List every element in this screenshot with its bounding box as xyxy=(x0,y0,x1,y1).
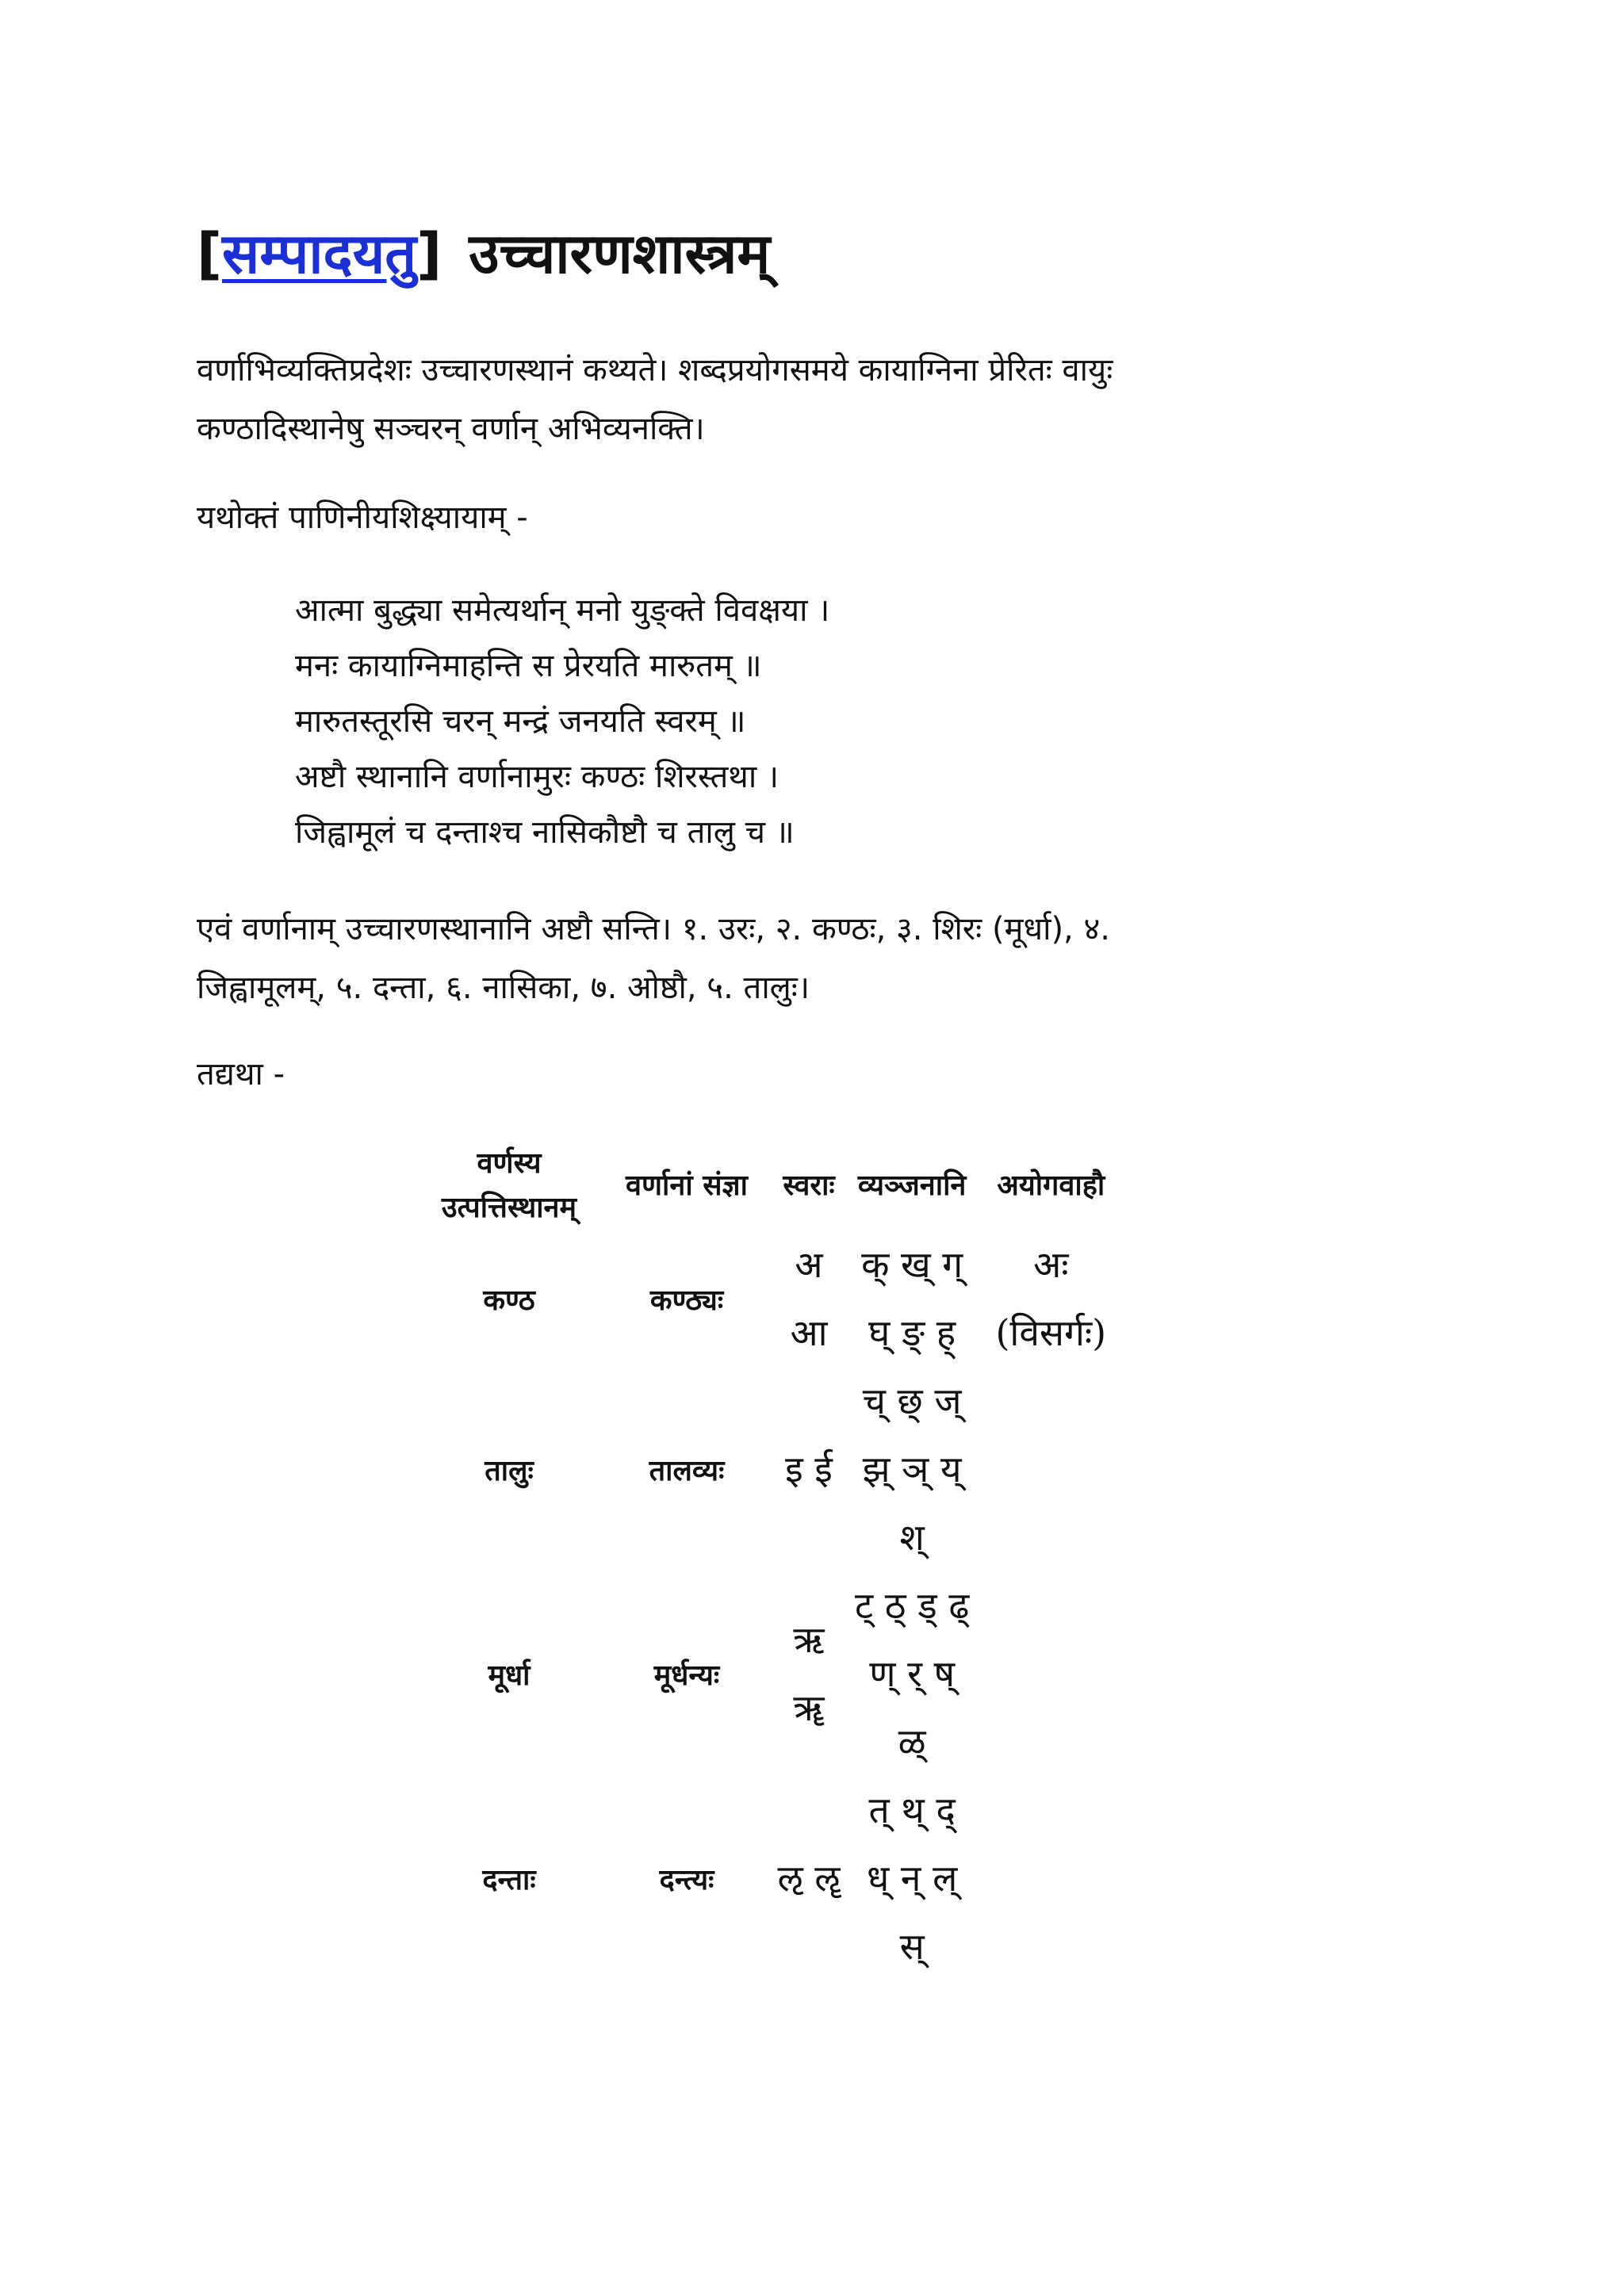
header-consonants: व्यञ्जनानि xyxy=(857,1169,967,1202)
intro-line-2: कण्ठादिस्थानेषु सञ्चरन् वर्णान् अभिव्यनक्ति। xyxy=(197,411,705,447)
table-row xyxy=(412,1367,1128,1571)
cell-vowels: ऋ ॠ xyxy=(793,1618,825,1729)
table-row xyxy=(412,1571,1128,1776)
table-row xyxy=(412,1230,1128,1367)
header-place: वर्णस्य उत्पत्तिस्थानम् xyxy=(441,1147,577,1224)
intro-paragraph xyxy=(197,341,1323,458)
cell-name: दन्त्यः xyxy=(659,1863,714,1896)
cell-consonants: च् छ् ज् झ् ञ् य् श् xyxy=(862,1380,962,1559)
cell-place: दन्ताः xyxy=(482,1863,536,1896)
cell-place: मूर्धा xyxy=(488,1659,530,1692)
page-title: उच्चारणशास्त्रम् xyxy=(469,221,771,286)
intro-line-1: वर्णाभिव्यक्तिप्रदेशः उच्चारणस्थानं कथ्यते। शब्दप्रयोगसमये कायाग्निना प्रेरितः वायुः xyxy=(197,352,1113,388)
cell-name: मूर्धन्यः xyxy=(653,1659,720,1692)
verse-line: आत्मा बुद्ध्या समेत्यर्थान् मनो युङ्क्ते विवक्षया । xyxy=(295,592,830,629)
cell-vowels: ऌ ॡ xyxy=(777,1857,841,1900)
cell-ayogavaha xyxy=(974,1367,1128,1571)
heading-close-bracket: ] xyxy=(416,221,442,286)
places-paragraph xyxy=(197,900,1323,1017)
places-line-1: एवं वर्णानाम् उच्चारणस्थानानि अष्टौ सन्ति। १. उरः, २. कण्ठः, ३. शिरः (मूर्धा), ४. xyxy=(197,911,1110,947)
verse-line: मारुतस्तूरसि चरन् मन्द्रं जनयति स्वरम् ॥ xyxy=(295,703,746,740)
header-vowels: स्वराः xyxy=(783,1169,835,1202)
cell-name: कण्ठ्यः xyxy=(649,1284,724,1317)
table-header-row xyxy=(412,1142,1128,1230)
edit-section-link[interactable]: सम्पादयतु xyxy=(222,221,417,286)
heading-open-bracket: [ xyxy=(197,221,222,286)
cell-ayogavaha xyxy=(974,1776,1128,1980)
tadyatha-text: तद्यथा - xyxy=(197,1056,285,1093)
cell-place: तालुः xyxy=(485,1454,534,1487)
articulation-table xyxy=(412,1142,1128,1980)
places-line-2: जिह्वामूलम्, ५. दन्ता, ६. नासिका, ७. ओष्ठौ, ५. तालुः। xyxy=(197,970,810,1006)
cell-name: तालव्यः xyxy=(649,1454,725,1487)
cell-vowels: इ ई xyxy=(785,1448,833,1490)
verse-line: अष्टौ स्थानानि वर्णानामुरः कण्ठः शिरस्तथा । xyxy=(295,759,779,795)
section-heading xyxy=(197,210,770,297)
cell-consonants: ट् ठ् ड् ढ् ण् र् ष् ळ् xyxy=(855,1584,970,1763)
verse-line: मनः कायाग्निमाहन्ति स प्रेरयति मारुतम् ॥ xyxy=(295,648,762,684)
cell-consonants: त् थ् द् ध् न् ल् स् xyxy=(867,1789,958,1968)
cell-vowels: अ आ xyxy=(790,1243,828,1354)
citation-text: यथोक्तं पाणिनीयशिक्ष्यायाम् - xyxy=(197,499,528,536)
cell-ayogavaha: अः (विसर्गः) xyxy=(995,1243,1107,1354)
header-name: वर्णानां संज्ञा xyxy=(626,1169,748,1202)
table-row xyxy=(412,1776,1128,1980)
cell-place: कण्ठ xyxy=(483,1284,535,1317)
shloka-block xyxy=(295,583,829,860)
verse-line: जिह्वामूलं च दन्ताश्च नासिकौष्टौ च तालु च ॥ xyxy=(295,814,795,851)
header-ayogavaha: अयोगवाहौ xyxy=(997,1169,1105,1202)
cell-consonants: क् ख् ग् घ् ङ् ह् xyxy=(861,1243,963,1354)
cell-ayogavaha xyxy=(974,1571,1128,1776)
